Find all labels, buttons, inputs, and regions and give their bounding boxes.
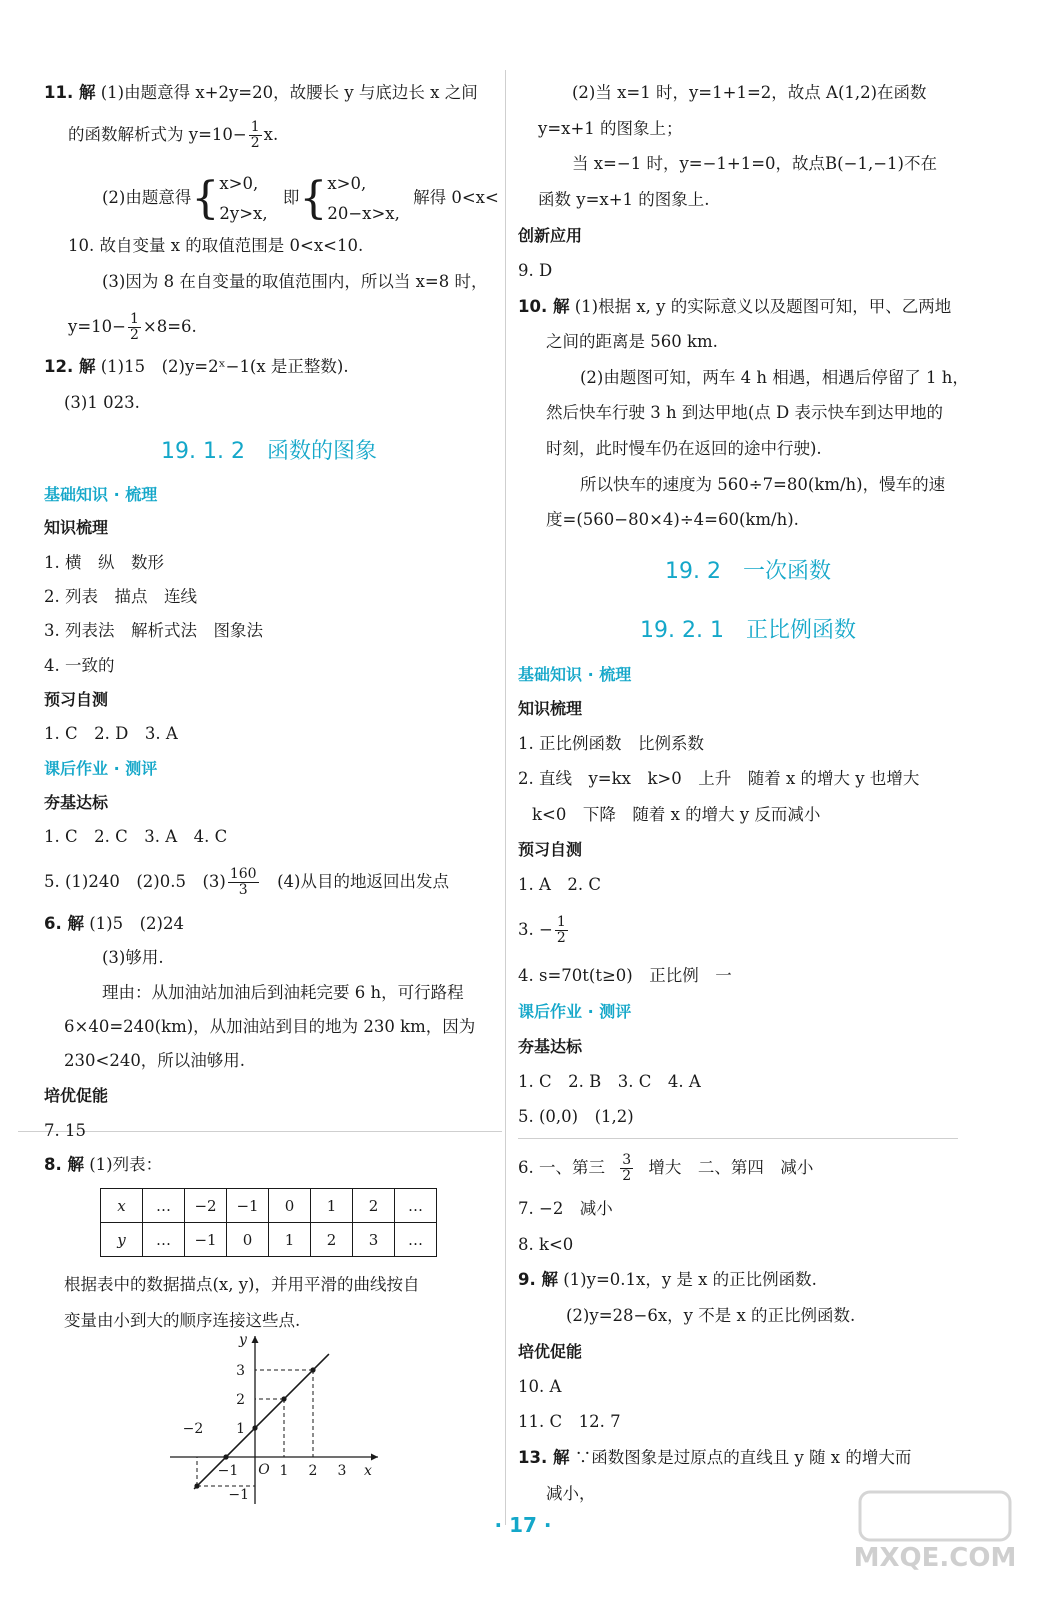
advanced-label: 培优促能 [518,1342,583,1361]
y-axis-arrow [252,1336,259,1343]
answer-line: 8. 解 (1)列表： [44,1155,163,1174]
equation-system-1: x>0, 2y>x, [219,173,268,223]
answer-line: 8. k<0 [518,1235,574,1254]
knowledge-item: 3. 列表法 解析式法 图象法 [44,621,263,640]
left-rule [18,1131,502,1132]
table-row: y … −1 0 1 2 3 … [101,1223,437,1257]
answer-line: 所以快车的速度为 560÷7=80(km/h)，慢车的速 [580,475,946,494]
column-divider [505,70,506,1525]
answer-line: 9. D [518,261,553,280]
knowledge-item: k<0 下降 随着 x 的增大 y 反而减小 [532,805,821,824]
q11-line3: (2)由题意得{ x>0, 2y>x, 即{ x>0, 20−x>x, 解得 0<x< [102,168,499,229]
data-point [310,1367,315,1372]
section-title: 19. 1. 2 函数的图象 [161,439,377,464]
answer-line: 10. 解 (1)根据 x, y 的实际意义以及题图可知，甲、乙两地 [518,297,952,316]
foundation-label: 夯基达标 [518,1037,583,1056]
answer-line: (2)当 x=1 时，y=1+1=2，故点 A(1,2)在函数 [572,83,927,102]
y-tick-label: −1 [228,1487,249,1503]
answer-line: y=x+1 的图象上； [538,119,683,138]
answer-line: 7. −2 减小 [518,1199,613,1218]
q11-line2: 的函数解析式为 y=10− $\frac{1}{2}$ x. [68,119,279,151]
advanced-label: 培优促能 [44,1086,109,1105]
preview-answers: 3. − $\frac{1}{2}$ [518,914,566,946]
answer-line: 6×40=240(km)，从加油站到目的地为 230 km，因为 [64,1017,476,1036]
basic-knowledge-label: 基础知识 · 梳理 [518,665,632,684]
x-tick-label: −2 [182,1421,204,1437]
fraction: $\frac{1}{2}$ [129,311,139,343]
answer-line: 时刻，此时慢车仍在返回的途中行驶). [546,439,822,458]
answer-line: 当 x=−1 时，y=−1+1=0，故点B(−1,−1)不在 [572,154,937,173]
answer-line: 13. 解 ∵函数图象是过原点的直线且 y 随 x 的增大而 [518,1448,912,1467]
x-tick-label: −1 [217,1463,239,1479]
x-axis-label: x [364,1463,372,1479]
data-point [252,1425,257,1430]
section-title: 19. 2 一次函数 [665,559,831,584]
x-tick-label: 3 [337,1463,347,1479]
value-table [100,1188,437,1257]
q12-line1: 12. 解 (1)15 (2)y=2ˣ−1(x 是正整数). [44,357,349,376]
answer-line: 5. (1)240 (2)0.5 (3) $\frac{160}{3}$ (4)从目的地返回出发点 [44,866,449,898]
knowledge-item: 4. 一致的 [44,656,115,675]
preview-test-label: 预习自测 [44,690,109,709]
preview-answers: 1. A 2. C [518,875,602,894]
q11-line1: 11. 解 (1)由题意得 x+2y=20，故腰长 y 与底边长 x 之间 [44,83,478,102]
answer-line: 度=(560−80×4)÷4=60(km/h). [546,510,799,529]
preview-answers: 1. C 2. D 3. A [44,724,178,743]
x-tick-label: 2 [308,1463,318,1479]
data-point [281,1396,286,1401]
homework-label: 课后作业 · 测评 [44,759,158,778]
preview-answers: 4. s=70t(t≥0) 正比例 一 [518,966,732,985]
answer-line: 函数 y=x+1 的图象上. [538,190,710,209]
answer-line: 之间的距离是 560 km. [546,332,718,351]
answer-line: 11. C 12. 7 [518,1412,621,1431]
q11-line4: 10. 故自变量 x 的取值范围是 0<x<10. [68,236,364,255]
answer-line: 1. C 2. C 3. A 4. C [44,827,228,846]
innovation-label: 创新应用 [518,226,583,245]
answer-line: 230<240，所以油够用. [64,1051,246,1070]
right-rule [518,1138,958,1139]
y-axis-label: y [239,1332,247,1348]
fraction: $\frac{160}{3}$ [229,866,257,898]
answer-line: 5. (0,0) (1,2) [518,1107,634,1126]
q11-line5: (3)因为 8 在自变量的取值范围内，所以当 x=8 时， [102,272,488,291]
function-graph [150,1332,390,1512]
basic-knowledge-label: 基础知识 · 梳理 [44,485,158,504]
answer-line: 7. 15 [44,1121,86,1140]
knowledge-review-label: 知识梳理 [518,699,583,718]
knowledge-review-label: 知识梳理 [44,518,109,537]
table-row: x … −2 −1 0 1 2 … [101,1189,437,1223]
origin-label: O [258,1462,270,1478]
subsection-title: 19. 2. 1 正比例函数 [640,618,856,643]
answer-line: 9. 解 (1)y=0.1x，y 是 x 的正比例函数. [518,1270,817,1289]
preview-test-label: 预习自测 [518,840,583,859]
knowledge-item: 2. 列表 描点 连线 [44,587,197,606]
y-tick-label: 2 [236,1392,245,1408]
answer-line: 然后快车行驶 3 h 到达甲地(点 D 表示快车到达甲地的 [546,403,944,422]
page-number: · 17 · [494,1513,552,1537]
x-axis-arrow [371,1454,378,1461]
knowledge-item: 1. 正比例函数 比例系数 [518,734,704,753]
fraction: $\frac{3}{2}$ [622,1152,632,1184]
foundation-label: 夯基达标 [44,793,109,812]
knowledge-item: 2. 直线 y=kx k>0 上升 随着 x 的增大 y 也增大 [518,769,920,788]
answer-line: (2)由题图可知，两车 4 h 相遇，相遇后停留了 1 h， [580,368,969,387]
q12-line2: (3)1 023. [64,393,140,412]
answer-line: 变量由小到大的顺序连接这些点. [64,1311,301,1330]
y-tick-label: 3 [236,1363,245,1379]
q11-line6: y=10− $\frac{1}{2}$ ×8=6. [68,311,197,343]
data-point [223,1454,228,1459]
equation-system-2: x>0, 20−x>x, [327,173,400,223]
answer-line: (3)够用. [102,948,164,967]
answer-line: 6. 一、第三 $\frac{3}{2}$ 增大 二、第四 减小 [518,1152,814,1184]
answer-line: (2)y=28−6x，y 不是 x 的正比例函数. [566,1306,856,1325]
answer-line: 理由：从加油站加油后到油耗完要 6 h，可行路程 [102,983,464,1002]
y-tick-label: 1 [236,1421,245,1437]
answer-line: 10. A [518,1377,562,1396]
answer-line: 根据表中的数据描点(x, y)，并用平滑的曲线按自 [64,1275,420,1294]
answer-line: 6. 解 (1)5 (2)24 [44,914,184,933]
x-tick-label: 1 [279,1463,289,1479]
fraction: $\frac{1}{2}$ [556,914,566,946]
answer-line: 1. C 2. B 3. C 4. A [518,1072,701,1091]
svg-text:MXQE.COM: MXQE.COM [853,1543,1017,1573]
watermark-logo [790,1488,1020,1578]
data-point [194,1483,199,1488]
homework-label: 课后作业 · 测评 [518,1002,632,1021]
knowledge-item: 1. 横 纵 数形 [44,553,164,572]
answer-line: 减小， [546,1484,596,1503]
fraction: $\frac{1}{2}$ [250,119,260,151]
